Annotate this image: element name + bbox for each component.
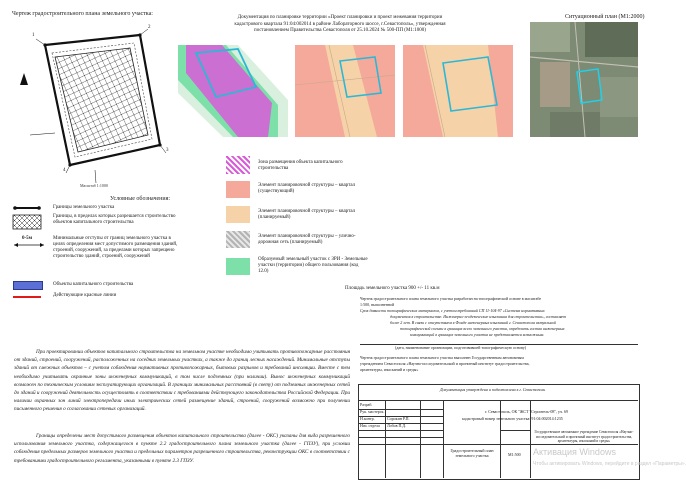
legend-left-text-3: Минимальные отступы от границ земельного участка в целях определения мест допустимого размещения зданий, строений, сооружений, за пределами которых запрещено строительство зданий, строений, сооружений xyxy=(53,236,178,259)
tb-header-note: Документация утверждена и подготовлена в г. Севастополь xyxy=(440,387,546,392)
legend-right-text-5: Образуемый земельный участок с ЗРИ - Земельные участки (территории) общего пользования (код 12.0) xyxy=(258,257,368,274)
plan-title: Чертеж градостроительного плана земельного участка: xyxy=(12,11,153,17)
basis-line-4: документов в строительстве. Инженерно-геодезические изыскания для строительства», составляет xyxy=(390,314,567,319)
existing-quarter-icon xyxy=(226,181,250,198)
executor-line-2: учреждением Севастополя «Научно-исследовательский и проектный институт градостроительства, xyxy=(360,361,530,366)
legend-left-text-1: Границы земельного участка xyxy=(53,205,115,210)
situation-map xyxy=(530,22,638,137)
point-1-label: 1 xyxy=(32,33,35,38)
note-paragraph-1: При проектировании объектов капитального строительства на земельном участке необходимо учитывать противопожарные расстояния от зданий, строений, сооружений, расположенных на соседних земельных участках, а также до границ лесных насаждений. Минимальные отступы зданий от смежных объектов – с учетом соблюдения нормативных противопожарных, бытовых разрывов и требований инсоляции. Вместе с тем необходимо учитывать охранные зоны инженерных коммуникаций, в том числе подземных (при наличии). Вынос инженерных коммуникаций возможен по техническим условиям эксплуатирующих организаций. В границах минимальных расстояний (в свету) от подземных инженерных сетей до зданий и сооружений деятельность осуществлять в соответствии с требованиями действующего законодательства Российской Федерации. При наличии охранных зон линий электропередачи иных электрических сетей размещение зданий, строений, сооружений возможно при получении письменного решения о согласовании сетевых организаций. xyxy=(14,349,350,413)
ppt-excerpt-3 xyxy=(403,45,513,137)
activation-watermark-subtitle: Чтобы активировать Windows, перейдите в раздел «Параметры». xyxy=(533,461,686,467)
tb-role-4: Нач. отдела xyxy=(360,423,380,428)
tb-role-2: Рук. мастерск. xyxy=(360,409,385,414)
basis-line-2: 1:500, выполненной xyxy=(360,302,395,307)
placement-zone-icon xyxy=(226,156,250,174)
basis-line-7: коммуникаций в границах земельного участка не представляется возможным. xyxy=(410,332,545,337)
legend-left-text-4: Объекты капитального строительства xyxy=(53,282,134,287)
legend-right-text-4: Элемент планировочной структуры – улично-дорожная сеть (планируемый) xyxy=(258,234,356,245)
tb-scale: М1:500 xyxy=(508,452,521,457)
ppt-excerpt-2 xyxy=(295,45,395,137)
legend-title: Условные обозначения: xyxy=(110,196,171,202)
capital-object-icon xyxy=(13,281,43,290)
basis-line-1: Чертеж градостроительного плана земельного участка разработан на топографической основе в масштабе xyxy=(360,296,542,301)
point-4-label: 4 xyxy=(63,168,66,173)
area-note: Площадь земельного участка 900 +/- 11 кв.м xyxy=(345,286,440,291)
ppt-title-line-2: кадастрового квартала 91:04:002014 в районе Лабораторного шоссе, г.Севастополь», утвержденная xyxy=(234,21,446,27)
tb-org-caption: Государственное автономное учреждение Севастополя «Научно-исследовательский и проектный институт градостроительства, архитектуры, изысканий и среды» xyxy=(534,430,634,443)
legend-right-text-1: Зона размещения объекта капитального строительства xyxy=(258,160,343,171)
point-2-label: 2 xyxy=(148,25,151,30)
legend-right-text-2: Элемент планировочной структуры – квартал (существующий) xyxy=(258,183,356,194)
scale-label: Масштаб 1:1000 xyxy=(80,183,108,188)
legend-right-text-3: Элемент планировочной структуры – квартал (планируемый) xyxy=(258,209,356,220)
planned-quarter-icon xyxy=(226,206,250,223)
tb-role-3: Н.контр. xyxy=(360,416,375,421)
legend-left-text-5: Действующие красные линии xyxy=(53,293,117,298)
buildable-area xyxy=(55,48,148,152)
org-caption: (дата, наименование организации, подготовившей топографическую основу) xyxy=(395,345,527,350)
basis-line-3: Срок давности топографических материалов, с учетом требований СП 11-104-97 «Система нормативных xyxy=(360,308,545,313)
executor-line-3: архитектуры, изысканий и среды» xyxy=(360,367,419,372)
legend-left-text-2: Границы, в пределах которых разрешается строительство объектов капитального строительства xyxy=(53,214,176,225)
tb-cadastral: кадастровый номер земельного участка: 91:04:002014:1235 xyxy=(462,416,563,421)
tb-center-caption: Градостроительный план земельного участка xyxy=(450,448,494,458)
tb-role-1: Разраб. xyxy=(360,402,373,407)
executor-note xyxy=(360,355,638,373)
setback-label: 0-5м xyxy=(22,236,33,241)
red-line-icon xyxy=(13,296,41,298)
tb-address: г. Севастополь, ОК "ЖСТ "Строитель-08", уч. 69 xyxy=(485,409,568,414)
note-paragraph-2: Границы определены мест допустимого размещения объектов капитального строительства (далее - ОКС) указаны для вида разрешенного использования земельного участка, содержащегося в пункте 2.2 градостроительного плана земельного участка (далее - ГПЗУ), при условии соблюдения предельных размеров земельного участка и предельных параметров разрешенного строительства, реконструкции ОКС в соответствии с требованиями градостроительного регламента, указанными в пункте 2.3 ГПЗУ. xyxy=(14,433,350,464)
ppt-title xyxy=(205,15,475,35)
drawing-basis-note xyxy=(360,296,638,338)
ppt-title-line-3: постановлением Правительства Севастополя от 25.10.2024 № 500-ПП (М1:1000) xyxy=(254,28,426,33)
tb-name-3: Сорокин Р.П. xyxy=(387,416,410,421)
basis-line-6: топографической съемки в границах всего земельного участка, определить состав инженерных xyxy=(400,326,565,331)
ppt-excerpt-1 xyxy=(178,45,288,137)
north-arrow-icon xyxy=(20,73,28,85)
boundary-line-icon xyxy=(12,203,42,213)
public-space-icon xyxy=(226,258,250,275)
situation-title: Ситуационный план (М1:2000) xyxy=(565,14,645,20)
building-zone-icon xyxy=(12,213,42,231)
executor-line-1: Чертеж градостроительного плана земельного участка выполнен Государственным автономным xyxy=(360,355,524,360)
basis-line-5: более 2 лет. В связи с отсутствием в Фонде инженерных изысканий г. Севастополя актуальной xyxy=(390,320,556,325)
site-plan-drawing xyxy=(0,15,185,190)
ppt-title-line-1: Документация по планировке территории «Проект планировки и проект межевания территории xyxy=(237,15,443,20)
point-3-label: 3 xyxy=(166,148,169,153)
street-network-icon xyxy=(226,231,250,248)
tb-name-4: Лобов П.Д. xyxy=(387,423,407,428)
setback-arrow-icon xyxy=(12,240,46,250)
activation-watermark-title: Активация Windows xyxy=(533,447,616,457)
